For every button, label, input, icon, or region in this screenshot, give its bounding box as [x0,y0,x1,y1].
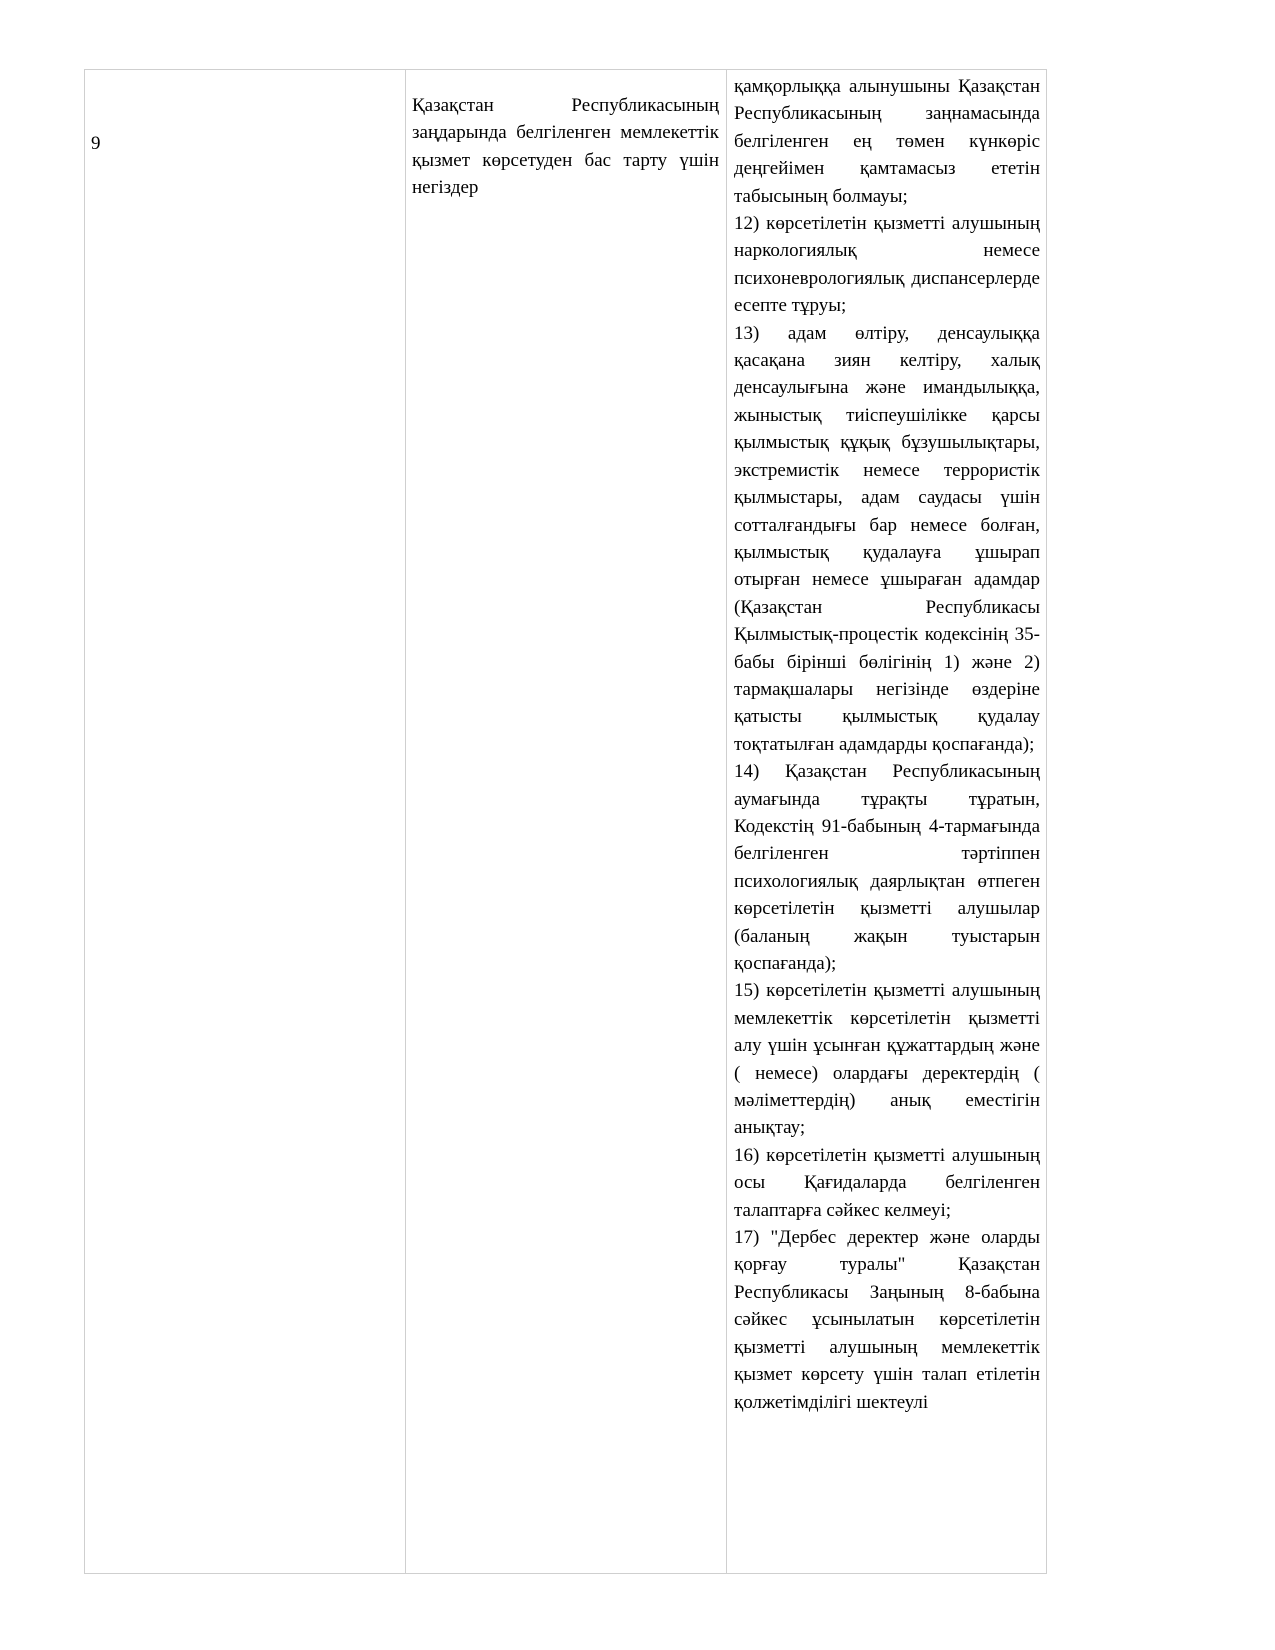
grounds-cell [726,70,1046,1573]
ground-paragraph: 17) "Дербес деректер және оларды қорғау туралы" Қазақстан Республикасы Заңының 8-бабына сәйкес ұсынылатын көрсетілетін қызметті алушының мемлекеттік қызмет көрсету үшін талап етілетін қолжетімділігі шектеулі [734,1227,1040,1413]
criterion-text: Қазақстан Республикасының заңдарында белгіленген мемлекеттік қызмет көрсетуден бас тарту үшін негіздер [412,95,719,199]
ground-paragraph: 13) адам өлтіру, денсаулыққа қасақана зиян келтіру, халық денсаулығына және имандылыққа, жыныстық тиіспеушілікке қарсы қылмыстық құқық бұзушылықтары, экстремистік немесе террористік қылмыстары, адам саудасы үшін сотталғандығы бар немесе болған, қылмыстық қудалауға ұшырап отырған немесе ұшыраған адамдар (Қазақстан Республикасы Қылмыстық-процестік кодексінің 35-бабы бірінші бөлігінің 1) және 2) тармақшалары негізінде өздеріне қатысты қылмыстық қудалау тоқтатылған адамдарды қоспағанда); [734,322,1040,755]
refusal-grounds-table-row [84,69,1047,1574]
ground-paragraph: 15) көрсетілетін қызметті алушының мемлекеттік көрсетілетін қызметті алу үшін ұсынған құжаттардың және ( немесе) олардағы деректердің ( мәліметтердің) анық еместігін анықтау; [734,980,1040,1139]
row-number-cell [85,70,405,1573]
ground-paragraph: қамқорлыққа алынушыны Қазақстан Республикасының заңнамасында белгіленген ең төмен күнкөріс деңгейімен қамтамасыз ететін табысының болмауы; [734,76,1040,207]
ground-paragraph: 16) көрсетілетін қызметті алушының осы Қағидаларда белгіленген талаптарға сәйкес келмеуі; [734,1144,1040,1221]
ground-paragraph: 14) Қазақстан Республикасының аумағында тұрақты тұратын, Кодекстің 91-бабының 4-тармағында белгіленген тәртіппен психологиялық даярлықтан өтпеген көрсетілетін қызметті алушылар (баланың жақын туыстарын қоспағанда); [734,761,1040,974]
criterion-cell [405,70,726,1573]
ground-paragraph: 12) көрсетілетін қызметті алушының наркологиялық немесе психоневрологиялық диспансерлерде есепте тұруы; [734,213,1040,317]
row-number: 9 [91,133,101,154]
